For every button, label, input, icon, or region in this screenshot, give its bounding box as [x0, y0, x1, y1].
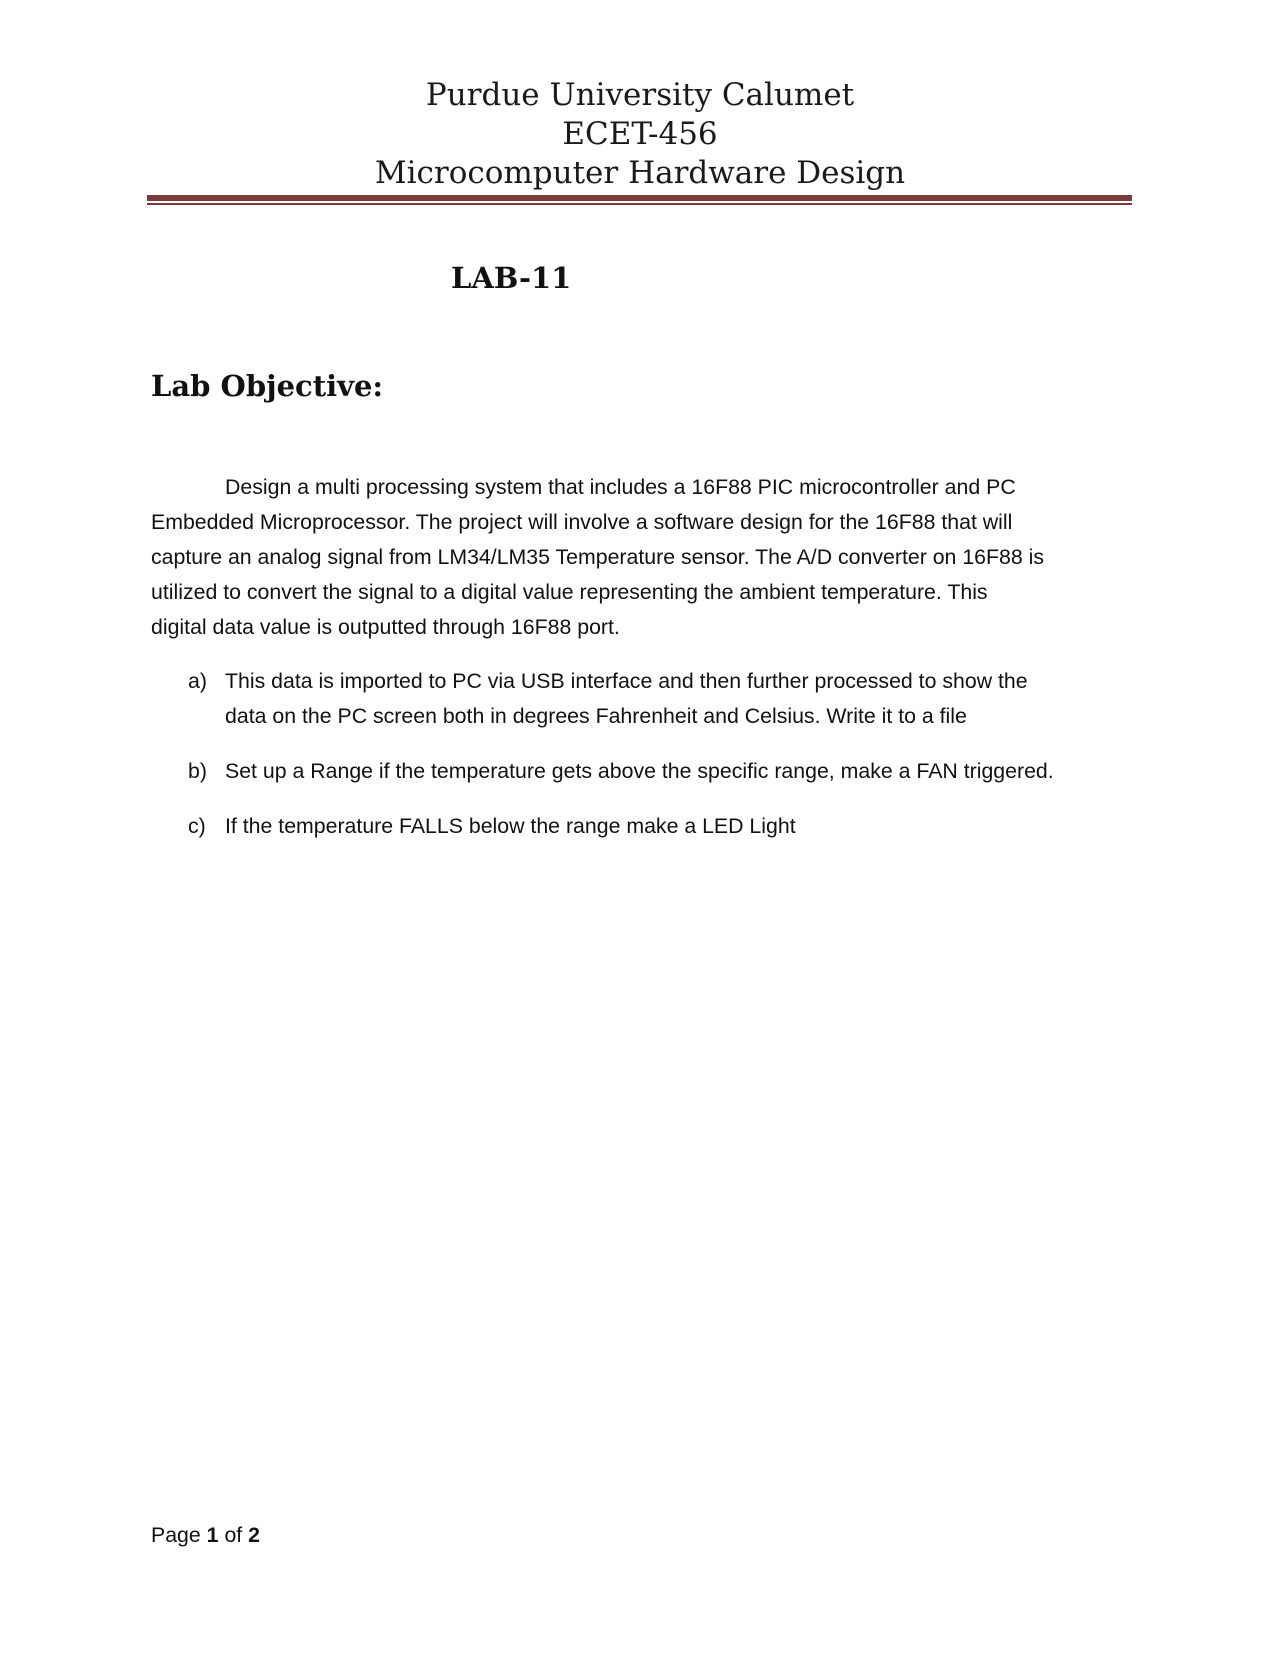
course-code: ECET-456: [562, 116, 718, 152]
lab-title: LAB-11: [451, 261, 572, 295]
paragraph-line: Design a multi processing system that includes a 16F88 PIC microcontroller and PC: [225, 475, 1016, 499]
current-page-number: 1: [206, 1523, 219, 1547]
university-name: Purdue University Calumet: [425, 77, 855, 113]
objective-paragraph: [151, 470, 1131, 645]
page-word: Page: [151, 1523, 201, 1547]
of-word: of: [224, 1523, 243, 1547]
list-item: [151, 754, 1131, 789]
list-item-line: If the temperature FALLS below the range make a LED Light: [225, 814, 796, 838]
objective-list: [151, 664, 1131, 864]
paragraph-line: utilized to convert the signal to a digital value representing the ambient temperature. This: [151, 580, 988, 604]
list-marker: a): [188, 669, 207, 693]
list-item-line: Set up a Range if the temperature gets above the specific range, make a FAN triggered.: [225, 759, 1054, 783]
list-item: [151, 809, 1131, 844]
header-divider-thick: [147, 195, 1132, 201]
document-header: [148, 76, 1132, 193]
list-item-line: This data is imported to PC via USB interface and then further processed to show the: [225, 669, 1028, 693]
objective-heading: Lab Objective:: [151, 369, 384, 403]
list-item-line: data on the PC screen both in degrees Fahrenheit and Celsius. Write it to a file: [225, 704, 967, 728]
page-footer: [151, 1520, 260, 1550]
list-marker: c): [188, 814, 206, 838]
header-divider-thin: [147, 203, 1132, 205]
list-marker: b): [188, 759, 207, 783]
paragraph-line: Embedded Microprocessor. The project will involve a software design for the 16F88 that will: [151, 510, 1013, 534]
course-name: Microcomputer Hardware Design: [374, 155, 906, 191]
paragraph-line: digital data value is outputted through 16F88 port.: [151, 615, 620, 639]
total-pages-number: 2: [248, 1523, 260, 1547]
list-item: [151, 664, 1131, 734]
paragraph-line: capture an analog signal from LM34/LM35 Temperature sensor. The A/D converter on 16F88 is: [151, 545, 1045, 569]
